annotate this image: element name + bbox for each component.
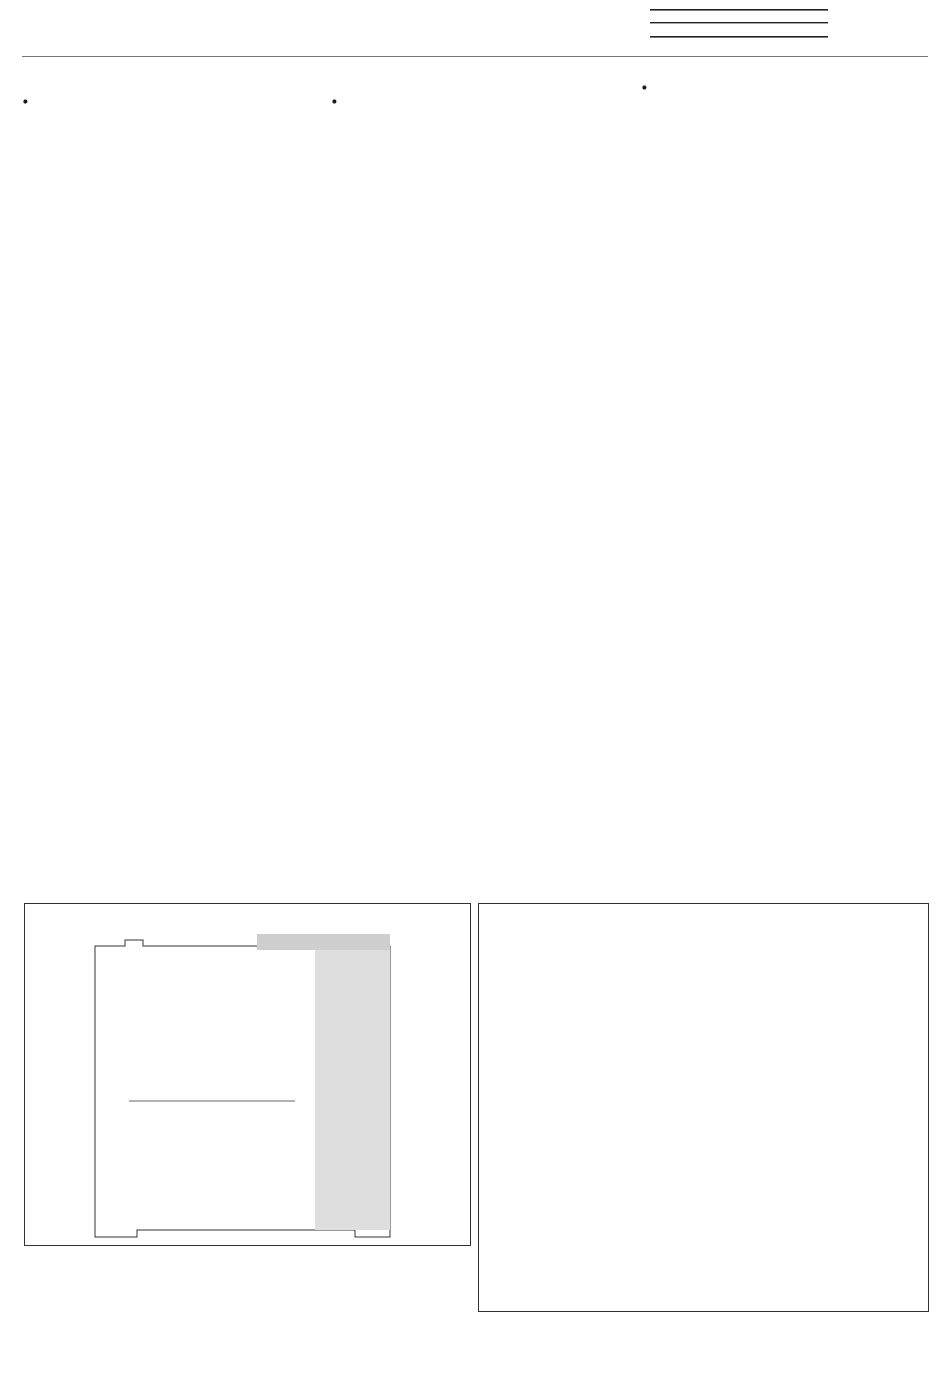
relay-shaded-header [257, 934, 390, 950]
column-english [332, 80, 624, 94]
col-error-current [587, 938, 677, 948]
device-switch-diagram [25, 904, 470, 1245]
header-rule [22, 56, 928, 57]
page-header [0, 0, 950, 60]
figure-3 [24, 903, 471, 1246]
interface-modul-logo [648, 3, 832, 41]
status-table-box [478, 903, 929, 1312]
column-german [23, 80, 315, 94]
relay-shaded-area [315, 950, 390, 1230]
